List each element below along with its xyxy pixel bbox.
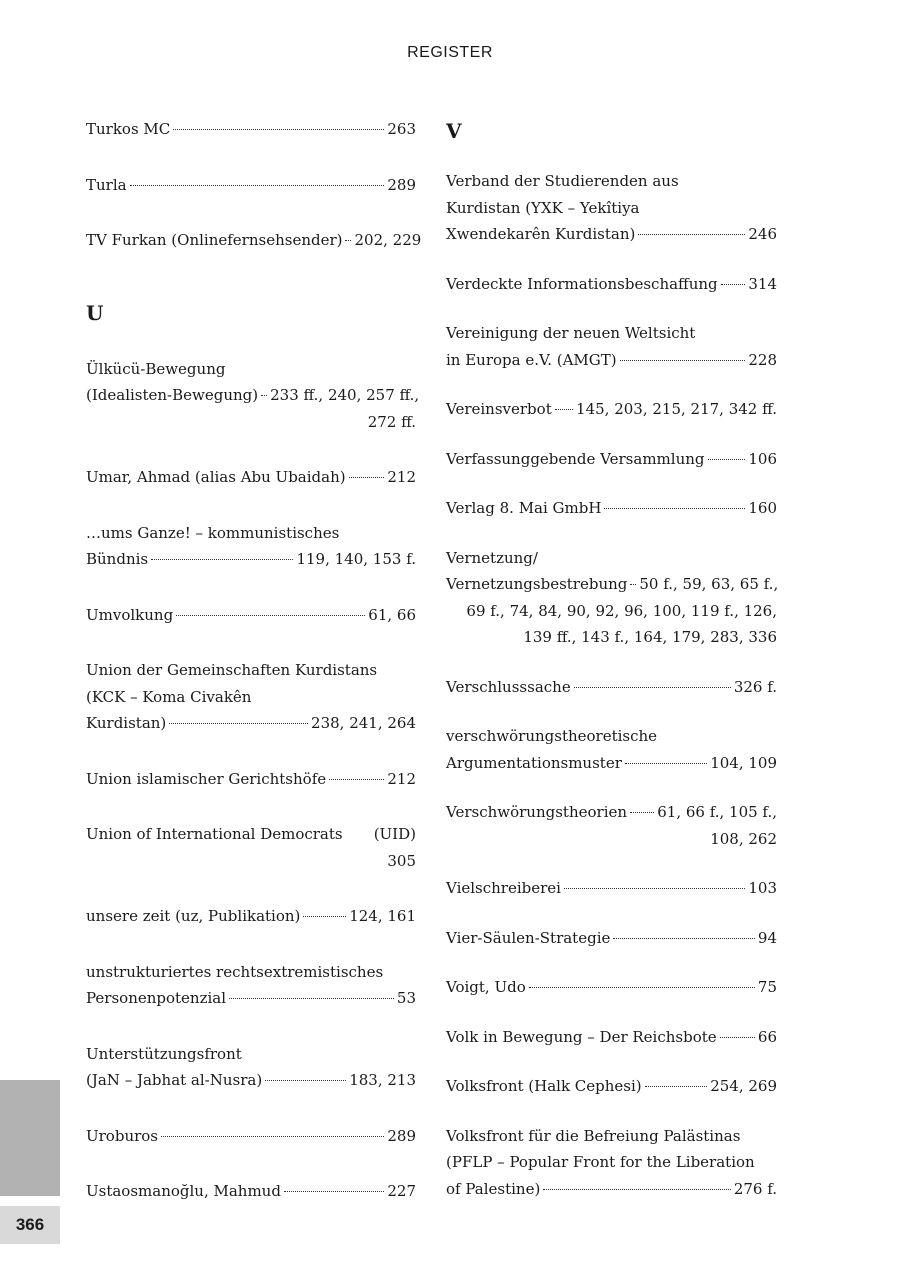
entry-term: Volksfront (Halk Cephesi) (446, 1077, 642, 1095)
entry-term: Bündnis (86, 550, 149, 568)
index-entry (86, 1178, 416, 1205)
leader-dots (721, 284, 746, 285)
entry-text: unstrukturiertes rechtsextremistisches (86, 962, 384, 981)
leader-dots (130, 185, 385, 186)
entry-pages: 160 (748, 499, 777, 517)
index-entry (446, 723, 777, 776)
index-column-left (86, 116, 422, 1205)
index-entry (446, 396, 777, 423)
entry-text: (KCK – Koma Civakên (86, 687, 252, 706)
entry-pages: 228 (748, 350, 777, 369)
entry-term: Verlag 8. Mai GmbH (446, 499, 602, 517)
entry-term: Vereinsverbot (446, 400, 552, 418)
leader-dots (708, 459, 746, 460)
entry-term: Turkos MC (86, 120, 171, 138)
entry-pages: 66 (757, 1027, 777, 1046)
section-letter: U (86, 300, 104, 325)
entry-pages: 124, 161 (349, 907, 416, 925)
index-entry (446, 495, 777, 522)
leader-dots (303, 916, 346, 917)
entry-term: Union of International Democrats (86, 825, 343, 843)
entry-term: in Europa e.V. (AMGT) (446, 350, 617, 369)
entry-pages: 75 (757, 978, 777, 996)
entry-text: Ülkücü-Bewegung (86, 359, 226, 378)
index-entry (446, 799, 777, 852)
leader-dots (229, 998, 394, 999)
entry-pages: 254, 269 (710, 1077, 777, 1095)
entry-pages: 202, 229 (354, 231, 422, 249)
index-entry (446, 271, 777, 298)
leader-dots (564, 888, 745, 889)
entry-text: Union der Gemeinschaften Kurdistans (86, 661, 378, 679)
entry-pages: 227 (387, 1182, 416, 1200)
entry-abbr: (UID) (373, 825, 416, 843)
page-number: 366 (0, 1206, 60, 1244)
index-entry (446, 1073, 777, 1100)
leader-dots (151, 559, 293, 560)
leader-dots (720, 1037, 755, 1038)
leader-dots (630, 584, 636, 585)
entry-term: of Palestine) (446, 1179, 541, 1198)
entry-pages: 50 f., 59, 63, 65 f., (639, 575, 779, 593)
index-entry (446, 168, 777, 248)
entry-term: Turla (86, 175, 127, 194)
entry-term: Union islamischer Gerichtshöfe (86, 769, 327, 788)
entry-term: Voigt, Udo (446, 978, 526, 996)
entry-term: Xwendekarên Kurdistan) (446, 225, 636, 243)
leader-dots (345, 240, 351, 241)
entry-term: Ustaosmanoğlu, Mahmud (86, 1182, 281, 1200)
entry-text: (PFLP – Popular Front for the Liberation (446, 1153, 755, 1171)
entry-term: TV Furkan (Onlinefernsehsender) (86, 231, 343, 249)
entry-pages: 53 (396, 989, 416, 1007)
leader-dots (630, 812, 654, 813)
entry-text: Kurdistan (YXK – Yekîtiya (446, 198, 640, 217)
entry-term: Verschlusssache (446, 677, 571, 696)
index-entry (86, 602, 416, 629)
entry-term: Umar, Ahmad (alias Abu Ubaidah) (86, 468, 346, 486)
index-entry (446, 974, 777, 1001)
leader-dots (284, 1191, 384, 1192)
index-entry (86, 766, 416, 793)
entry-pages: 212 (387, 468, 416, 486)
index-entry (446, 1024, 777, 1051)
thumb-index-tab (0, 1080, 60, 1196)
entry-pages-cont: 108, 262 (710, 829, 777, 848)
entry-pages: 104, 109 (710, 753, 777, 772)
index-entry (446, 674, 777, 701)
entry-term: Vernetzungsbestrebung (446, 575, 628, 593)
index-entry (446, 925, 777, 952)
entry-pages: 233 ff., 240, 257 ff., (270, 386, 420, 404)
index-entry (446, 320, 777, 373)
entry-term: Umvolkung (86, 605, 174, 624)
entry-term: Verdeckte Informationsbeschaffung (446, 274, 718, 293)
index-entry (446, 545, 777, 651)
entry-pages: 289 (387, 175, 416, 194)
entry-text: Volksfront für die Befreiung Palästinas (446, 1126, 741, 1145)
leader-dots (176, 615, 365, 616)
entry-pages: 305 (387, 851, 416, 870)
entry-term: Volk in Bewegung – Der Reichsbote (446, 1027, 717, 1046)
leader-dots (555, 409, 573, 410)
entry-term: (JaN – Jabhat al-Nusra) (86, 1071, 263, 1089)
index-entry (86, 1123, 416, 1150)
leader-dots (620, 360, 746, 361)
entry-text: Vereinigung der neuen Weltsicht (446, 324, 696, 342)
leader-dots (329, 779, 384, 780)
running-header: REGISTER (407, 44, 493, 61)
entry-pages: 183, 213 (349, 1071, 416, 1089)
entry-pages: 289 (387, 1126, 416, 1145)
leader-dots (169, 723, 308, 724)
entry-pages: 326 f. (733, 677, 777, 696)
entry-text: Vernetzung/ (446, 548, 538, 567)
index-entry (446, 446, 777, 473)
entry-pages-cont: 272 ff. (367, 412, 416, 431)
index-entry (86, 821, 416, 874)
entry-pages: 314 (748, 274, 777, 293)
entry-pages: 276 f. (733, 1179, 777, 1198)
entry-pages-cont: 139 ff., 143 f., 164, 179, 283, 336 (523, 628, 777, 646)
leader-dots (613, 938, 755, 939)
entry-term: Kurdistan) (86, 714, 167, 732)
index-entry (446, 875, 777, 902)
entry-pages: 263 (387, 120, 416, 138)
section-letter: V (446, 119, 462, 143)
entry-pages: 246 (748, 225, 777, 243)
index-column-right (446, 116, 777, 1202)
leader-dots (604, 508, 745, 509)
entry-term: Vier-Säulen-Strategie (446, 928, 611, 947)
entry-term: unsere zeit (uz, Publikation) (86, 907, 301, 925)
leader-dots (625, 763, 707, 764)
entry-term: Vielschreiberei (446, 879, 561, 897)
leader-dots (265, 1080, 346, 1081)
leader-dots (161, 1136, 384, 1137)
leader-dots (574, 687, 731, 688)
index-entry (86, 464, 416, 491)
index-entry (86, 1041, 416, 1094)
entry-pages: 106 (748, 449, 777, 468)
leader-dots (529, 987, 755, 988)
index-entry (86, 116, 416, 143)
entry-pages: 94 (757, 928, 777, 947)
index-entry (86, 356, 420, 436)
index-entry (86, 520, 416, 573)
index-entry (86, 227, 422, 254)
leader-dots (173, 129, 384, 130)
entry-pages: 238, 241, 264 (311, 714, 416, 732)
index-entry (446, 1123, 777, 1203)
entry-text: …ums Ganze! – kommunistisches (86, 523, 340, 542)
leader-dots (261, 395, 267, 396)
index-entry (86, 657, 416, 737)
index-entry (86, 959, 416, 1012)
entry-term: Personenpotenzial (86, 989, 227, 1007)
leader-dots (645, 1086, 708, 1087)
entry-term: Uroburos (86, 1126, 159, 1145)
index-entry (86, 172, 416, 199)
entry-term: Verschwörungstheorien (446, 803, 628, 821)
entry-pages: 212 (387, 769, 416, 788)
entry-pages-cont: 69 f., 74, 84, 90, 92, 96, 100, 119 f., 126, (466, 601, 777, 620)
entry-pages: 103 (748, 879, 777, 897)
entry-text: verschwörungstheoretische (446, 727, 658, 745)
entry-text: Unterstützungsfront (86, 1044, 242, 1063)
entry-term: Verfassunggebende Versammlung (446, 449, 705, 468)
entry-pages: 61, 66 (368, 605, 416, 624)
entry-pages: 145, 203, 215, 217, 342 ff. (576, 400, 777, 418)
leader-dots (349, 477, 385, 478)
entry-text: Verband der Studierenden aus (446, 172, 679, 190)
leader-dots (638, 234, 745, 235)
entry-term: Argumentationsmuster (446, 753, 622, 772)
entry-term: (Idealisten-Bewegung) (86, 386, 259, 404)
entry-pages: 119, 140, 153 f. (296, 550, 416, 568)
entry-pages: 61, 66 f., 105 f., (657, 803, 777, 821)
leader-dots (543, 1189, 731, 1190)
index-entry (86, 903, 416, 930)
